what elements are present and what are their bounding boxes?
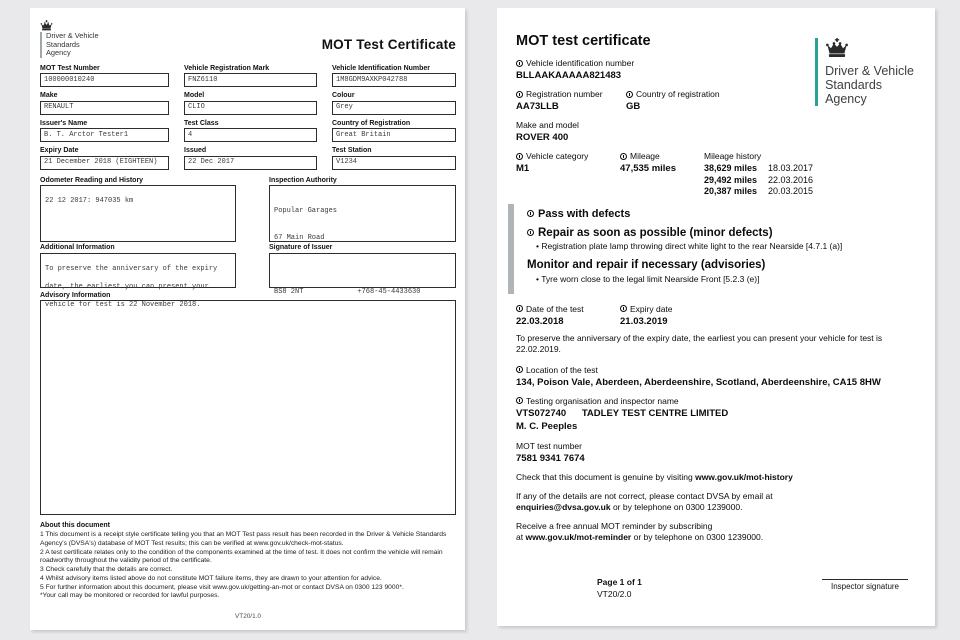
field-test-station — [332, 147, 456, 170]
reminder-note — [516, 521, 917, 543]
field-label: Vehicle Identification Number — [332, 64, 431, 72]
field-box — [184, 128, 317, 142]
field-value: V1234 — [336, 158, 358, 167]
country-of-registration-label — [626, 89, 720, 99]
field-label: Issued — [184, 147, 207, 155]
field-label: Test Class — [184, 119, 219, 127]
field-box — [40, 101, 169, 115]
field-issuer-name — [40, 120, 169, 143]
expiry-date-value: 21.03.2019 — [620, 315, 668, 327]
field-value: FNZ6110 — [188, 75, 218, 84]
field-value: 4 — [188, 130, 193, 139]
info-icon — [516, 305, 523, 312]
date-of-test-value: 22.03.2018 — [516, 315, 564, 327]
certificate-field-grid — [40, 65, 456, 175]
about-item: *Your call may be monitored or recorded for lawful purposes. — [40, 592, 220, 600]
agency-line: Standards — [46, 39, 80, 49]
field-value: 21 December 2018 (EIGHTEEN) — [44, 158, 158, 167]
signature-of-issuer-label: Signature of Issuer — [269, 244, 333, 252]
field-test-class — [184, 120, 317, 143]
field-mot-test-number — [40, 65, 169, 88]
agency-line: Agency — [825, 92, 867, 106]
make-model-value: ROVER 400 — [516, 132, 569, 143]
note-text: Check that this document is genuine by visiting — [516, 471, 696, 482]
history-miles: 38,629 miles — [704, 163, 758, 173]
registration-number-label — [516, 89, 626, 99]
mileage-history-row — [704, 163, 813, 173]
field-value: B. T. Arctor Tester1 — [44, 130, 129, 139]
mot-test-number-value: 7581 9341 7674 — [516, 452, 585, 464]
inspection-postcode: BS8 2NT — [274, 288, 304, 297]
result-status — [527, 208, 917, 220]
info-icon — [620, 153, 627, 160]
mileage-history-row — [704, 175, 813, 185]
history-date: 22.03.2016 — [768, 174, 814, 185]
field-model — [184, 92, 317, 115]
make-model-label: Make and model — [516, 120, 579, 130]
field-value: Great Britain — [336, 130, 391, 139]
advisories-heading: Monitor and repair if necessary (advisories) — [527, 259, 766, 271]
mileage-history-label: Mileage history — [704, 151, 762, 161]
mot-test-number-label: MOT test number — [516, 440, 582, 451]
label-text: Location of the test — [526, 364, 598, 375]
testing-organisation-label — [516, 396, 917, 406]
anniversary-note: To preserve the anniversary of the expiry date, the earliest you can present your vehicle for test is 22.02.2019. — [516, 332, 883, 354]
about-heading: About this document — [40, 522, 110, 530]
label-text: Vehicle category — [526, 151, 589, 161]
info-icon — [527, 210, 534, 217]
field-label: MOT Test Number — [40, 64, 100, 72]
signature-of-issuer-box — [269, 253, 456, 288]
field-label: Model — [184, 92, 205, 100]
crown-crest-icon — [40, 20, 53, 31]
agency-wordmark — [825, 64, 914, 106]
field-vin — [332, 65, 456, 88]
organisation-name: TADLEY TEST CENTRE LIMITED — [581, 407, 729, 419]
field-label: Country of Registration — [332, 119, 411, 127]
page-footer — [597, 576, 642, 600]
field-value: 100000010240 — [44, 75, 95, 84]
vehicle-category-section — [516, 151, 620, 198]
field-label: Issuer's Name — [40, 119, 88, 127]
expiry-date-label — [620, 304, 673, 314]
agency-line: Driver & Vehicle — [825, 64, 914, 78]
vehicle-category-value: M1 — [516, 163, 530, 174]
history-date: 18.03.2017 — [768, 163, 814, 173]
inspection-phone: +768-45-4433630 — [357, 288, 421, 297]
additional-information-label: Additional Information — [40, 244, 115, 252]
mot-history-url: www.gov.uk/mot-history — [695, 471, 793, 482]
about-item: 4 Whilst advisory items listed above do not constitute MOT failure items, they are drawn to your attention for advice. — [40, 574, 382, 582]
field-label: Expiry Date — [40, 147, 79, 155]
field-country-of-registration — [332, 120, 456, 143]
info-icon — [527, 229, 534, 236]
history-date: 20.03.2015 — [768, 186, 814, 196]
info-icon — [516, 366, 523, 373]
field-box — [332, 101, 456, 115]
mileage-history-section — [704, 151, 813, 198]
field-box — [332, 128, 456, 142]
advisory-information-label: Advisory Information — [40, 291, 111, 299]
history-miles: 20,387 miles — [704, 186, 758, 196]
about-item: 1 This document is a receipt style certificate telling you that an MOT Test pass result has been recorded in the Driver & Vehicle Standards Agency's (DVSA's) database of MOT Test results; this can be verified at www.gov.uk/check-mot-status. — [40, 531, 447, 547]
genuine-check-note — [516, 472, 917, 483]
mileage-history-row — [704, 186, 813, 196]
about-item: 5 For further information about this document, please visit www.gov.uk/getting-an-mot or contact DVSA on 0300 123 9000*. — [40, 583, 404, 591]
label-text: Vehicle identification number — [526, 58, 635, 68]
field-make — [40, 92, 169, 115]
expiry-date-section — [620, 304, 673, 335]
odometer-box — [40, 185, 236, 242]
left-header — [40, 20, 456, 58]
label-text: Mileage — [630, 151, 660, 161]
field-value: Grey — [336, 103, 353, 112]
dvsa-logo-left — [40, 20, 99, 58]
odometer-label: Odometer Reading and History — [40, 176, 144, 184]
field-issued-date — [184, 147, 317, 170]
label-text: Registration number — [526, 89, 603, 99]
inspection-line: Popular Garages — [274, 207, 338, 216]
note-text: or by telephone on 0300 1239000. — [631, 531, 764, 542]
mileage-section — [620, 151, 704, 198]
test-result-section — [508, 204, 917, 294]
note-text: If any of the details are not correct, please contact DVSA by email at — [516, 490, 773, 501]
dvsa-email: enquiries@dvsa.gov.uk — [516, 501, 611, 512]
right-certificate-vt20-2 — [497, 8, 935, 626]
info-icon — [516, 397, 523, 404]
info-icon — [516, 91, 523, 98]
field-box — [184, 73, 317, 87]
vin-value: BLLAAKAAAAA821483 — [516, 70, 622, 81]
about-item: 3 Check carefully that the details are correct. — [40, 566, 173, 574]
note-text: or by telephone on 0300 1239000. — [610, 501, 743, 512]
vehicle-category-label — [516, 151, 620, 161]
form-reference: VT20/1.0 — [235, 612, 261, 620]
crown-crest-icon — [825, 38, 849, 58]
country-of-registration-value: GB — [626, 101, 641, 112]
label-text: Testing organisation and inspector name — [526, 395, 679, 406]
mileage-value: 47,535 miles — [620, 163, 676, 174]
field-label: Vehicle Registration Mark — [184, 64, 270, 72]
agency-wordmark — [40, 32, 99, 58]
mileage-label — [620, 151, 704, 161]
label-text: Country of registration — [636, 89, 720, 99]
signature-of-issuer-section — [269, 244, 456, 288]
note-text: at — [516, 531, 526, 542]
left-certificate-vt20-1 — [30, 8, 465, 630]
dvsa-logo-right — [815, 38, 914, 106]
odometer-section — [40, 177, 236, 243]
field-box — [184, 101, 317, 115]
minor-defect-item: • Registration plate lamp throwing direct white light to the rear Nearside [4.7.1 (a)] — [536, 241, 917, 251]
about-this-document-section — [40, 522, 454, 601]
contact-note — [516, 491, 917, 513]
label-text: Expiry date — [630, 303, 673, 314]
info-icon — [620, 305, 627, 312]
location-value: 134, Poison Vale, Aberdeen, Aberdeenshire, Scotland, Aberdeenshire, CA15 8HW — [516, 376, 881, 388]
country-of-registration-section — [626, 89, 720, 120]
label-text: Date of the test — [526, 303, 584, 314]
registration-number-value: AA73LLB — [516, 101, 559, 112]
field-box — [40, 128, 169, 142]
about-item: 2 A test certificate relates only to the condition of the components examined at the time of test. It does not confirm the vehicle will remain roadworthy throughout the validity period of the certificate. — [40, 548, 443, 565]
field-label: Make — [40, 92, 58, 100]
odometer-value: 22 12 2017: 947035 km — [45, 197, 134, 206]
result-status-text: Pass with defects — [538, 207, 631, 220]
agency-line: Standards — [825, 78, 883, 92]
additional-information-value: To preserve the anniversary of the expiry date, the earliest you can present your vehicle for test is 22 November 2018. — [45, 264, 222, 309]
inspection-line — [274, 288, 451, 297]
minor-defects-heading — [527, 227, 917, 239]
inspector-signature-line: Inspector signature — [822, 579, 908, 591]
info-icon — [516, 153, 523, 160]
registration-number-section — [516, 89, 626, 120]
inspection-authority-label: Inspection Authority — [269, 176, 337, 184]
field-value: 1M8GDM9AXKP042788 — [336, 75, 408, 84]
agency-line: Driver & Vehicle — [46, 31, 99, 40]
info-icon — [626, 91, 633, 98]
page-number: Page 1 of 1 — [597, 577, 642, 587]
inspection-line: 67 Main Road — [274, 234, 325, 243]
info-icon — [516, 60, 523, 67]
field-box — [40, 73, 169, 87]
date-of-test-label — [516, 304, 620, 314]
field-label: Colour — [332, 92, 355, 100]
field-colour — [332, 92, 456, 115]
field-registration-mark — [184, 65, 317, 88]
location-label — [516, 365, 917, 375]
date-of-test-section — [516, 304, 620, 335]
dates-row — [516, 304, 917, 335]
certificate-title: MOT Test Certificate — [321, 37, 456, 52]
field-label: Test Station — [332, 147, 372, 155]
history-miles: 29,492 miles — [704, 174, 758, 185]
mot-reminder-url: www.gov.uk/mot-reminder — [525, 531, 632, 542]
vts-code: VTS072740 — [516, 407, 567, 419]
field-box — [184, 156, 317, 170]
field-box — [332, 156, 456, 170]
field-value: 22 Dec 2017 — [188, 158, 235, 167]
field-box — [332, 73, 456, 87]
certificate-title: MOT test certificate — [516, 33, 651, 49]
note-text: Receive a free annual MOT reminder by subscribing — [516, 520, 713, 531]
heading-text: Repair as soon as possible (minor defects) — [538, 226, 773, 239]
field-value: RENAULT — [44, 103, 74, 112]
advisory-item: • Tyre worn close to the legal limit Nearside Front [5.2.3 (e)] — [536, 274, 917, 284]
field-box — [40, 156, 169, 170]
field-expiry-date — [40, 147, 169, 170]
inspector-name: M. C. Peeples — [516, 420, 578, 432]
agency-line: Agency — [46, 48, 71, 58]
field-value: CLIO — [188, 103, 205, 112]
form-reference: VT20/2.0 — [597, 589, 632, 599]
testing-organisation-value — [516, 408, 917, 419]
advisory-information-box — [40, 300, 456, 515]
category-mileage-row — [516, 151, 917, 198]
advisory-information-section — [40, 292, 456, 516]
